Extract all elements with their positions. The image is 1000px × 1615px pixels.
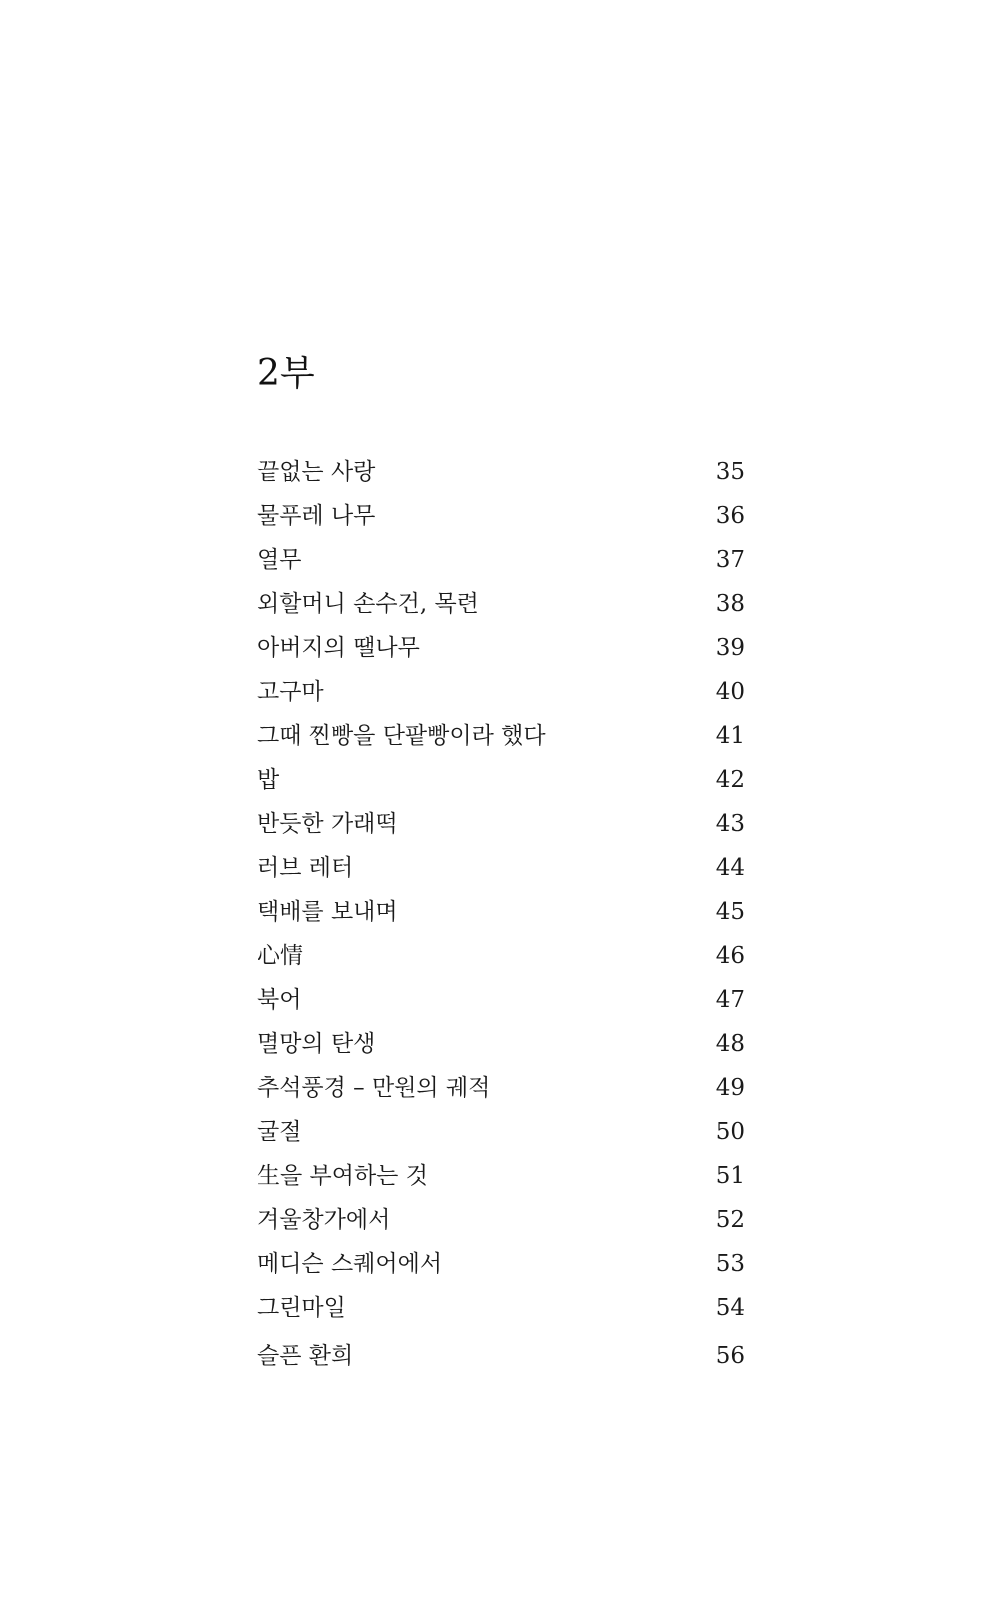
- toc-entry-title: 心情: [257, 943, 303, 969]
- toc-entry-title: 겨울창가에서: [257, 1207, 391, 1233]
- toc-entry-title: 그때 찐빵을 단팥빵이라 했다: [257, 723, 546, 749]
- section-title: 2부: [257, 353, 315, 394]
- toc-entry-page: 46: [715, 943, 745, 969]
- toc-entry-page: 40: [715, 679, 745, 705]
- toc-entry-page: 45: [715, 899, 745, 925]
- toc-entry-title: 슬픈 환희: [257, 1343, 354, 1369]
- toc-entry-page: 36: [715, 503, 745, 529]
- toc-entry-title: 메디슨 스퀘어에서: [257, 1251, 443, 1277]
- toc-entry: [257, 1022, 745, 1066]
- toc-entry: [257, 1286, 745, 1330]
- toc-entry: [257, 494, 745, 538]
- toc-entry-page: 56: [715, 1343, 745, 1369]
- toc-entry-title: 끝없는 사랑: [257, 459, 376, 485]
- toc-entry-title: 북어: [257, 987, 302, 1013]
- toc-entry: [257, 1334, 745, 1378]
- toc-entry-page: 43: [715, 811, 745, 837]
- toc-entry-page: 38: [715, 591, 745, 617]
- toc-entry: [257, 1110, 745, 1154]
- toc-entry-page: 54: [715, 1295, 745, 1321]
- toc-entry: [257, 934, 745, 978]
- toc-entry: [257, 450, 745, 494]
- toc-entry-title: 추석풍경 – 만원의 궤적: [257, 1075, 491, 1101]
- toc-entry: [257, 670, 745, 714]
- toc-entry-page: 51: [715, 1163, 745, 1189]
- toc-entry-title: 生을 부여하는 것: [257, 1163, 428, 1189]
- toc-entry-page: 47: [715, 987, 745, 1013]
- toc-entry-title: 러브 레터: [257, 855, 354, 881]
- toc-entry-page: 53: [715, 1251, 745, 1277]
- toc-entry-page: 35: [715, 459, 745, 485]
- toc-entry: [257, 846, 745, 890]
- toc-entry-title: 고구마: [257, 679, 324, 705]
- toc-entry-title: 물푸레 나무: [257, 503, 376, 529]
- toc-entry: [257, 626, 745, 670]
- toc-entry: [257, 538, 745, 582]
- toc-entry-title: 아버지의 땔나무: [257, 635, 420, 661]
- table-of-contents: [257, 450, 745, 1378]
- toc-entry-page: 44: [715, 855, 745, 881]
- toc-entry-title: 외할머니 손수건, 목련: [257, 591, 479, 617]
- toc-entry-page: 52: [715, 1207, 745, 1233]
- toc-entry-title: 밥: [257, 767, 280, 793]
- toc-entry-title: 그린마일: [257, 1295, 346, 1321]
- toc-entry-title: 택배를 보내며: [257, 899, 398, 925]
- toc-entry-page: 42: [715, 767, 745, 793]
- toc-entry: [257, 582, 745, 626]
- toc-entry: [257, 978, 745, 1022]
- toc-entry-title: 멸망의 탄생: [257, 1031, 376, 1057]
- toc-entry-title: 굴절: [257, 1119, 302, 1145]
- toc-entry: [257, 714, 745, 758]
- toc-entry-page: 48: [715, 1031, 745, 1057]
- toc-entry: [257, 1154, 745, 1198]
- toc-entry-title: 열무: [257, 547, 302, 573]
- toc-entry-page: 39: [715, 635, 745, 661]
- toc-entry-page: 49: [715, 1075, 745, 1101]
- toc-entry: [257, 1242, 745, 1286]
- toc-entry: [257, 758, 745, 802]
- toc-entry: [257, 890, 745, 934]
- toc-entry-page: 37: [715, 547, 745, 573]
- toc-entry: [257, 1198, 745, 1242]
- toc-entry-page: 41: [715, 723, 745, 749]
- toc-entry: [257, 802, 745, 846]
- toc-entry-title: 반듯한 가래떡: [257, 811, 398, 837]
- toc-entry: [257, 1066, 745, 1110]
- toc-entry-page: 50: [715, 1119, 745, 1145]
